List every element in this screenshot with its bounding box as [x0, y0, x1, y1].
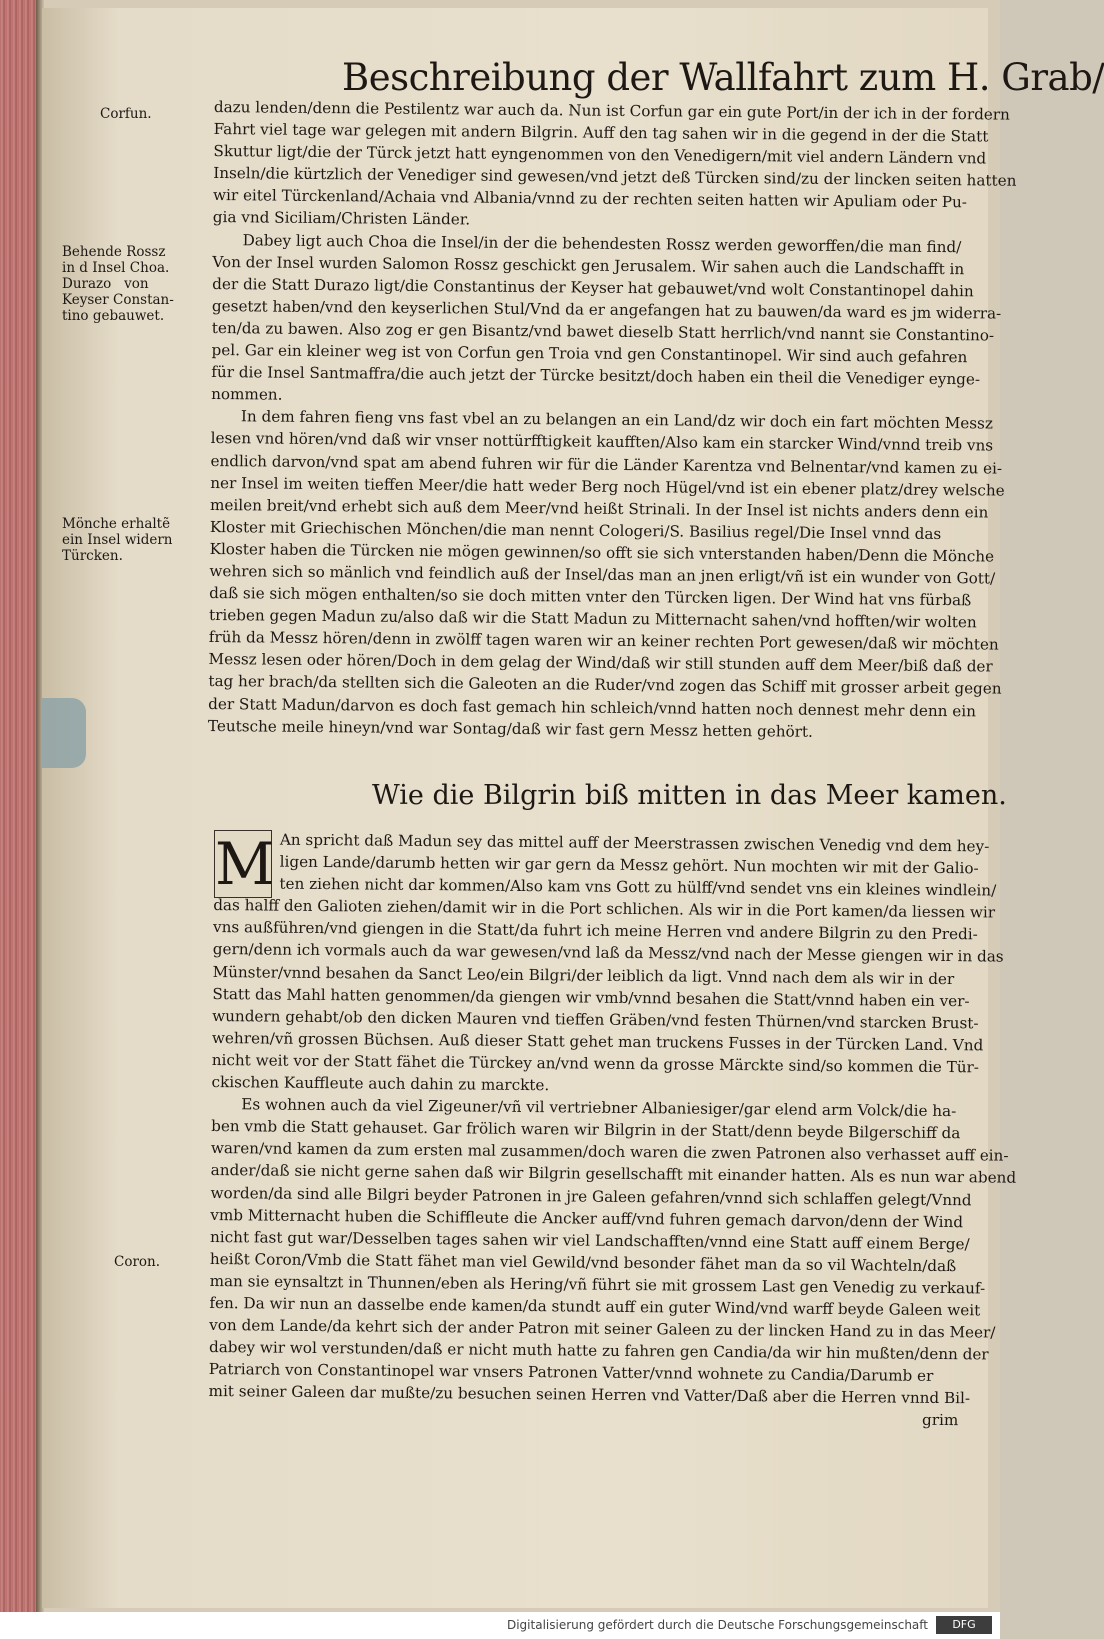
- text-line: nommen.: [211, 385, 283, 404]
- text-line: ben vmb die Statt gehauset. Gar frölich waren wir Bilgrin in der Statt/denn beyde Bilgerschiff da: [211, 1117, 961, 1143]
- text-line: mit seiner Galeen dar mußte/zu besuchen seinen Herren vnd Vatter/Daß aber die Herren vnnd Bil-: [208, 1382, 971, 1408]
- text-line: gia vnd Siciliam/Christen Länder.: [212, 208, 471, 229]
- text-line: früh da Messz hören/denn in zwölff tagen waren wir an keiner rechten Port gewesen/daß wir möchten: [208, 628, 999, 654]
- text-block-2: [208, 828, 1017, 1432]
- text-line: wundern gehabt/ob den dicken Mauren vnd tieffen Gräben/vnd festen Thürnen/vnd starcken Brust-: [212, 1006, 979, 1033]
- text-line: Messz lesen oder hören/Doch in dem gelag der Wind/daß wir still stunden auff dem Meer/biß daß der: [208, 650, 993, 676]
- page-edges: [0, 0, 38, 1639]
- text-line: von dem Lande/da kehrt sich der ander Patron mit seiner Galeen zu der lincken Hand zu in das Meer/: [209, 1316, 996, 1342]
- catchword: grim: [922, 1411, 959, 1430]
- text-line: vmb Mitternacht huben die Schiffleute die Ancker auff/vnd fuhren gemach darvon/denn der Wind: [210, 1205, 964, 1231]
- text-line: ander/daß sie nicht gerne sahen daß wir Bilgrin gesellschafft mit einander hatten. Als es nun war abend: [210, 1161, 1017, 1188]
- text-line: man sie eynsaltzt in Thunnen/eben als Hering/vñ führt sie mit grossem Last gen Venedig zu verkauf-: [209, 1271, 986, 1298]
- page-clip: [42, 698, 86, 768]
- margin-note-coron: Coron.: [114, 1254, 161, 1270]
- text-line: der die Statt Durazo ligt/die Constantinus der Keyser hat gebauwet/vnd wolt Constantinopel dahin: [212, 274, 974, 301]
- drop-cap-initial: M: [215, 830, 275, 898]
- text-line: gern/denn ich vormals auch da war gewesen/vnd laß da Messz/vnd nach der Messe giengen wir in das: [212, 940, 1004, 967]
- text-line: waren/vnd kamen da zum ersten mal zusammen/doch waren die zwen Patronen also verhasset auff ein-: [210, 1139, 1009, 1165]
- funding-notice: Digitalisierung gefördert durch die Deutsche Forschungsgemeinschaft: [506, 1618, 928, 1632]
- text-line: meilen breit/vnd erhebt sich auß dem Meer/vnd heißt Strinali. In der Insel ist nichts anders denn ein: [209, 495, 989, 522]
- text-block-1: [207, 96, 1017, 744]
- text-line: trieben gegen Madun zu/also daß wir die Statt Madun zu Mitternacht sahen/vnd hofften/wir wolten: [208, 606, 977, 632]
- text-line: ten ziehen nicht dar kommen/Also kam vns Gott zu hülff/vnd sendet vns ein kleines windlein/: [279, 874, 997, 900]
- text-line: ten/da zu bawen. Also zog er gen Bisantz/vnd bawet dieselb Statt herrlich/vnd nannt sie Constantino-: [211, 318, 995, 345]
- text-line: Kloster haben die Türcken nie mögen gewinnen/so offt sie sich vnterstanden haben/Denn die Mönche: [209, 539, 995, 566]
- margin-note-corfun: Corfun.: [100, 106, 152, 122]
- text-line: lesen vnd hören/vnd daß wir vnser nottürfftigkeit kaufften/Also kam ein starcker Wind/vnnd treib vns: [210, 429, 994, 455]
- text-line: gesetzt haben/vnd den keyserlichen Stul/Vnd da er angefangen hat zu bauwen/da ward es jm widerra-: [211, 296, 1002, 323]
- book-page: [42, 8, 1104, 1608]
- text-line: Dabey ligt auch Choa die Insel/in der die behendesten Rossz werden geworffen/die man find/: [242, 230, 962, 256]
- text-line: Münster/vnnd besahen da Sanct Leo/ein Bilgri/der leiblich da ligt. Vnnd nach dem als wir in der: [212, 962, 955, 988]
- text-line: In dem fahren fieng vns fast vbel an zu belangen an ein Land/dz wir doch ein fart möchten Messz: [240, 407, 993, 433]
- text-line: Skuttur ligt/die der Türck jetzt hatt eyngenommen von den Venedigern/mit viel andern Ländern vnd: [213, 142, 987, 168]
- text-line: endlich darvon/vnd spat am abend fuhren wir für die Länder Karentza vnd Belnentar/vnd kamen zu ei-: [210, 451, 1003, 478]
- text-line: vns außführen/vnd giengen in die Statt/da fuhrt ich meine Herren vnd andere Bilgrin zu den Predi-: [212, 918, 978, 944]
- text-line: heißt Coron/Vmb die Statt fähet man viel Gewild/vnd besonder fähet man da so vil Wachteln/daß: [209, 1249, 957, 1275]
- text-line: für die Insel Santmaffra/die auch jetzt der Türcke besitzt/doch haben ein theil die Venediger eynge-: [211, 363, 981, 389]
- text-line: nicht weit vor der Statt fähet die Türckey an/vnd wenn da grosse Märckte sind/so kommen die Tür-: [211, 1050, 980, 1077]
- text-line: daß sie sich mögen enthalten/so sie doch mitten vnter den Türcken ligen. Der Wind hat vns fürbaß: [209, 584, 972, 610]
- text-line: Statt das Mahl hatten genommen/da giengen wir vmb/vnnd besahen die Statt/vnnd haben ein ver-: [212, 984, 970, 1010]
- footer-bar: [0, 1612, 1000, 1639]
- text-line: pel. Gar ein kleiner weg ist von Corfun gen Troia vnd gen Constantinopel. Wir sind auch gefahren: [211, 341, 968, 367]
- text-line: fen. Da wir nun an dasselbe ende kamen/da stundt auff ein guter Wind/vnd warff beyde Galeen weit: [209, 1293, 981, 1320]
- text-line: Patriarch von Constantinopel war vnsers Patronen Vatter/vnnd wohnete zu Candia/Darumb er: [208, 1360, 934, 1386]
- dfg-logo: DFG: [936, 1616, 992, 1634]
- text-line: tag her brach/da stellten sich die Galeoten an die Ruder/vnd zogen das Schiff mit grosser arbeit gegen: [208, 672, 1002, 699]
- text-line: ner Insel im weiten tieffen Meer/die hatt weder Berg noch Hügel/vnd ist ein ebener platz/drey welsche: [210, 473, 1005, 500]
- text-line: nicht fast gut war/Desselben tages sahen wir viel Landschafften/vnnd eine Statt auff einem Berge/: [209, 1227, 970, 1253]
- text-line: Fahrt viel tage war gelegen mit andern Bilgrin. Auff den tag sahen wir in die gegend in der die Statt: [213, 120, 989, 146]
- text-line: ckischen Kauffleute auch dahin zu marckte.: [211, 1073, 550, 1095]
- margin-note-choa: Behende Rossz in d Insel Choa. Durazo von Keyser Constan- tino gebauwet.: [62, 244, 174, 324]
- text-line: Es wohnen auch da viel Zigeuner/vñ vil vertriebner Albaniesiger/gar elend arm Volck/die ha-: [241, 1095, 957, 1121]
- text-line: der Statt Madun/darvon es doch fast gemach hin schleich/vnnd hatten noch dennest mehr denn ein: [208, 694, 977, 720]
- text-line: Teutsche meile hineyn/vnd war Sontag/daß wir fast gern Messz hetten gehört.: [207, 716, 813, 741]
- text-line: dazu lenden/denn die Pestilentz war auch da. Nun ist Corfun gar ein gute Port/in der ich in der fordern: [213, 97, 1010, 124]
- text-line: Kloster mit Griechischen Mönchen/die man nennt Cologeri/S. Basilius regel/Die Insel vnnd das: [209, 517, 942, 543]
- text-line: dabey wir wol verstunden/daß er nicht muth hatte zu fahren gen Candia/da wir hin mußten/denn der: [208, 1338, 989, 1364]
- text-line: wehren sich so mänlich vnd feindlich auß der Insel/das man an jnen erligt/vñ ist ein wunder von Gott/: [209, 561, 996, 588]
- running-title: Beschreibung der Wallfahrt zum H. Grab/: [342, 56, 1104, 99]
- text-line: wir eitel Türckenland/Achaia vnd Albania/vnnd zu der rechten seiten hatten wir Apuliam oder Pu-: [212, 186, 968, 212]
- text-line: Von der Insel wurden Salomon Rossz geschickt gen Jerusalem. Wir sahen auch die Landschafft in: [212, 252, 965, 278]
- text-line: ligen Lande/darumb hetten wir gar gern da Messz gehört. Nun mochten wir mit der Galio-: [279, 852, 979, 878]
- text-line: das halff den Galioten ziehen/damit wir in die Port schlichen. Als wir in die Port kamen/da liessen wir: [213, 896, 996, 922]
- margin-note-moenche: Mönche erhaltẽ ein Insel widern Türcken.: [62, 516, 173, 564]
- text-line: wehren/vñ grossen Büchsen. Auß dieser Statt gehet man truckens Fusses in der Türcken Land. Vnd: [211, 1028, 984, 1055]
- section-heading: Wie die Bilgrin biß mitten in das Meer kamen.: [372, 780, 1007, 811]
- text-line: worden/da sind alle Bilgri beyder Patronen in jre Galeen gefahren/vnnd sich schlaffen gelegt/Vnnd: [210, 1183, 972, 1209]
- text-line: An spricht daß Madun sey das mittel auff der Meerstrassen zwischen Venedig vnd dem hey-: [279, 830, 990, 856]
- text-line: Inseln/die kürtzlich der Venediger sind gewesen/vnd jetzt deß Türcken sind/zu der lincken seiten hatten: [213, 164, 1017, 190]
